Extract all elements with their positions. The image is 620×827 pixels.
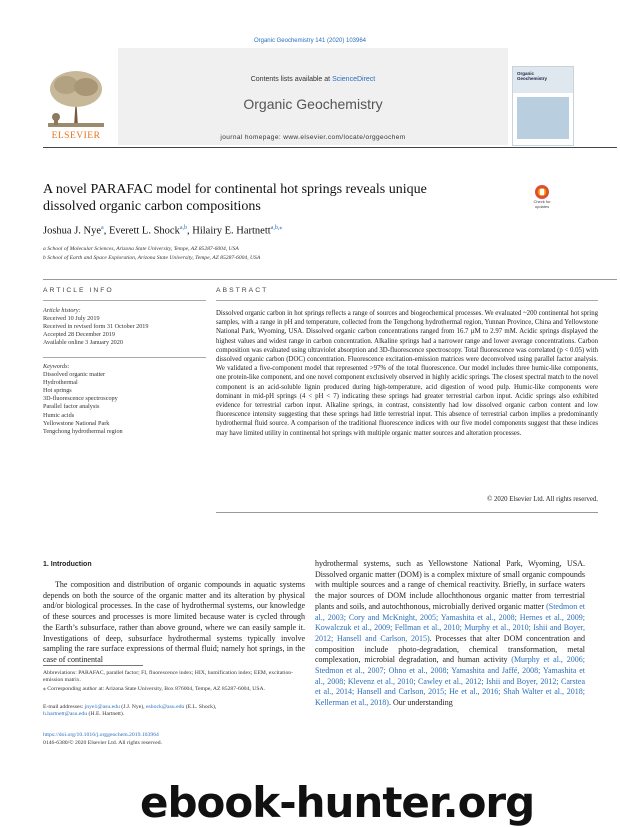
keyword: Yellowstone National Park [43, 419, 110, 427]
history-item: Received 10 July 2019 [43, 315, 100, 323]
email-link[interactable]: h.hartnett@asu.edu [43, 711, 88, 718]
corresponding-footnote: ⁎ Corresponding author at: Arizona State University, Box 876004, Tempe, AZ 85287-6004, USA. [43, 686, 266, 692]
badge-line2: updates [534, 204, 550, 209]
abstract-copyright: © 2020 Elsevier Ltd. All rights reserved. [487, 496, 598, 503]
journal-homepage[interactable]: journal homepage: www.elsevier.com/locate/orggeochem [220, 134, 406, 141]
article-info-heading: ARTICLE INFO [43, 287, 114, 294]
keyword: 3D-fluorescence spectroscopy [43, 395, 118, 403]
publisher-logo-text: ELSEVIER [51, 131, 101, 141]
citation-link[interactable]: (Murphy et al., 2006; Stedmon et al., 2007; Ohno et al., 2008; Yamashita and Jaffé, 2008; Yamashita et al., 2008; Klevenz et al., 2010; Cawley et al., 2012; Ishii and Boyer, 2012; Carstea et al., 2014; Hansell and Carlson, 2015; He et al., 2016; Shah Walter et al., 2018; Kellerman et al., 2018) [315, 655, 585, 708]
cover-title-line1: Organic [517, 71, 535, 76]
citation-line[interactable]: Organic Geochemistry 141 (2020) 103964 [253, 38, 367, 44]
contents-line [118, 76, 508, 83]
introduction-heading: 1. Introduction [43, 561, 92, 568]
intro-text: . Our understanding [388, 698, 453, 708]
article-info-rule [43, 300, 206, 301]
author-list: Joshua J. Nye$^a$, Everett L. Shock$^{a,b}$, Hilairy E. Hartnett$^{a,b,⁎}$ [43, 225, 283, 237]
author-sup[interactable]: a,b,⁎ [270, 225, 283, 231]
footnote-rule [43, 665, 143, 666]
history-rule [43, 357, 206, 358]
email-link[interactable]: eshock@asu.edu [146, 704, 185, 710]
keyword: Humic acids [43, 411, 75, 419]
intro-column-2 [315, 559, 585, 709]
journal-title: Organic Geochemistry [243, 96, 383, 112]
issn-line: 0146-6380/© 2020 Elsevier Ltd. All rights reserved. [43, 739, 162, 746]
keyword: Dissolved organic matter [43, 371, 106, 379]
title-line2: dissolved organic carbon compositions [43, 199, 261, 214]
keywords-label: Keywords: [43, 363, 70, 370]
author-name[interactable]: Hilairy E. Hartnett [192, 225, 271, 237]
header-divider [43, 147, 617, 148]
citation-link[interactable]: (Stedmon et al., 2003; Cory and McKnight, 2005; Yamashita et al., 2008; Hernes et al., 2009; Kowalczuk et al., 2009; Fellman et al., 2010; Murphy et al., 2010; Ishii and Boyer, 2012; Hansell and Carlson, 2015) [315, 601, 586, 643]
author-sup[interactable]: a [101, 225, 104, 231]
keyword: Hydrothermal [43, 379, 78, 387]
affiliation-b: b School of Earth and Space Exploration, Arizona State University, Tempe, AZ 85287-6004, USA [43, 255, 261, 261]
title-line1: A novel PARAFAC model for continental hot springs reveals unique [43, 182, 427, 197]
keywords-list [43, 363, 208, 436]
history-item: Available online 3 January 2020 [43, 339, 123, 347]
keyword: Tengchong hydrothermal region [43, 427, 123, 435]
keyword: Hot springs [43, 387, 72, 395]
email-prefix: E-mail addresses: [43, 704, 85, 710]
watermark: ebook-hunter.org [140, 778, 535, 827]
doi-link[interactable]: https://doi.org/10.1016/j.orggeochem.2019.103964 [43, 732, 159, 738]
email-link[interactable]: jnye1@asu.edu [84, 704, 120, 710]
journal-cover-thumbnail[interactable] [512, 66, 574, 146]
cover-title [517, 71, 547, 81]
email-owner: (E.L. Shock), [184, 704, 217, 710]
history-item: Received in revised form 31 October 2019 [43, 323, 149, 331]
abstract-bottom-rule [216, 512, 598, 513]
article-history [43, 307, 208, 347]
author-name[interactable]: Joshua J. Nye [43, 225, 102, 237]
affiliation-a: a School of Molecular Sciences, Arizona State University, Tempe, AZ 85287-6004, USA [43, 246, 239, 252]
abbreviations-footnote: Abbreviations: PARAFAC, parallel factor; FI, fluorescence index; HIX, humification index; EEM, excitation-emission matrix. [43, 670, 294, 684]
abstract-text: Dissolved organic carbon in hot springs reflects a range of sources and biogeochemical processes. We evaluated ~200 continental hot spring samples, with a range in pH and temperature, collected from the Tengchong hydrothermal region, Yunnan Province, China and Yellowstone National Park, Wyoming, USA. Dissolved organic carbon concentrations ranged from 16.7 µM to 2.97 mM. Acidic springs displayed the highest values and widest range in carbon concentration. Alkaline springs had a narrower range and lower average concentrations. Carbon composition was evaluated using ultraviolet absorption and 3D-fluorescence spectroscopy. Total fluorescence was correlated (p < 0.05) with dissolved organic carbon (DOC) concentration. Fluorescence excitation-emission matrices were deconvolved using parallel factor analysis. We validated a five-component model that represented >97% of the total fluorescence. Our model includes three humic-like components, one protein-like component, and one novel component exclusively observed in highly acidic springs. The closest spectral match to the novel component is an acid-soluble lignin produced during high-temperature, acid digestion of wood pulp. Humic-like components were dominant in mid-pH springs (4 < pH < 7) indicating these springs had greater terrestrial carbon input. Acidic springs also exhibited evidence for terrestrial carbon input. Alkaline springs, in contrast, consistently had low dissolved organic carbon content and low fluorescence intensity suggesting that these springs had little terrestrial input. This absence of terrestrial carbon implies a predominantly hydrothermal fluid source. A comparison of the traditional fluorescence indices with our five model components suggest that these indices may have limited utility in continental hot springs with multiple organic matter sources and alteration processes. [216, 310, 598, 437]
badge-text [526, 199, 558, 209]
doi-block [43, 732, 162, 748]
cover-title-line2: Geochemistry [517, 76, 548, 81]
intro-text: hydrothermal systems, such as Yellowstone National Park, Wyoming, USA. Dissolved organic matter (DOM) is a complex mixture of small organic compounds with multiple sources and a range of chemical reactivity. Briefly, in surface waters the major sources of DOM include allochthonous organic matter from terrestrial plants and soils, and autochthonous, microbially derived organic matter [315, 559, 585, 611]
badge-line1: Check for [533, 199, 551, 204]
keyword: Parallel factor analysis [43, 403, 100, 411]
check-for-updates-badge[interactable] [526, 184, 558, 218]
intro-column-1: The composition and distribution of organic compounds in aquatic systems depends on both the source of the organic matter and its alteration by physical and/or biological processes. In the case of hydrothermal systems, our knowledge of these sources and processes is more limited because water is cycled through the Earth’s subsurface, rather than above ground, where we can easily sample it. Investigations of deep, subsurface hydrothermal systems typically involve sampling the rare surface expressions of thermal fluid; namely hot springs, in the case of continental [43, 580, 305, 664]
paper-title [43, 181, 513, 215]
contents-prefix: Contents lists available at [250, 76, 333, 83]
author-sup[interactable]: a,b [179, 225, 187, 231]
sciencedirect-link[interactable]: ScienceDirect [332, 76, 376, 83]
history-item: Accepted 28 December 2019 [43, 331, 115, 339]
intro-text: . Processes that alter DOM concentration and composition include photo-degradation, chemical transformation, metal complexation, microbial degradation, and human activity [315, 633, 585, 665]
cover-image [517, 97, 569, 139]
abstract-rule [216, 300, 598, 301]
email-owner: (J.J. Nye), [119, 704, 147, 710]
author-name[interactable]: Everett L. Shock [108, 225, 180, 237]
email-footnote [43, 704, 305, 719]
abstract-heading: ABSTRACT [216, 287, 269, 294]
section-divider [43, 279, 617, 280]
history-label: Article history: [43, 307, 81, 314]
email-owner: (H.E. Hartnett). [87, 711, 125, 718]
